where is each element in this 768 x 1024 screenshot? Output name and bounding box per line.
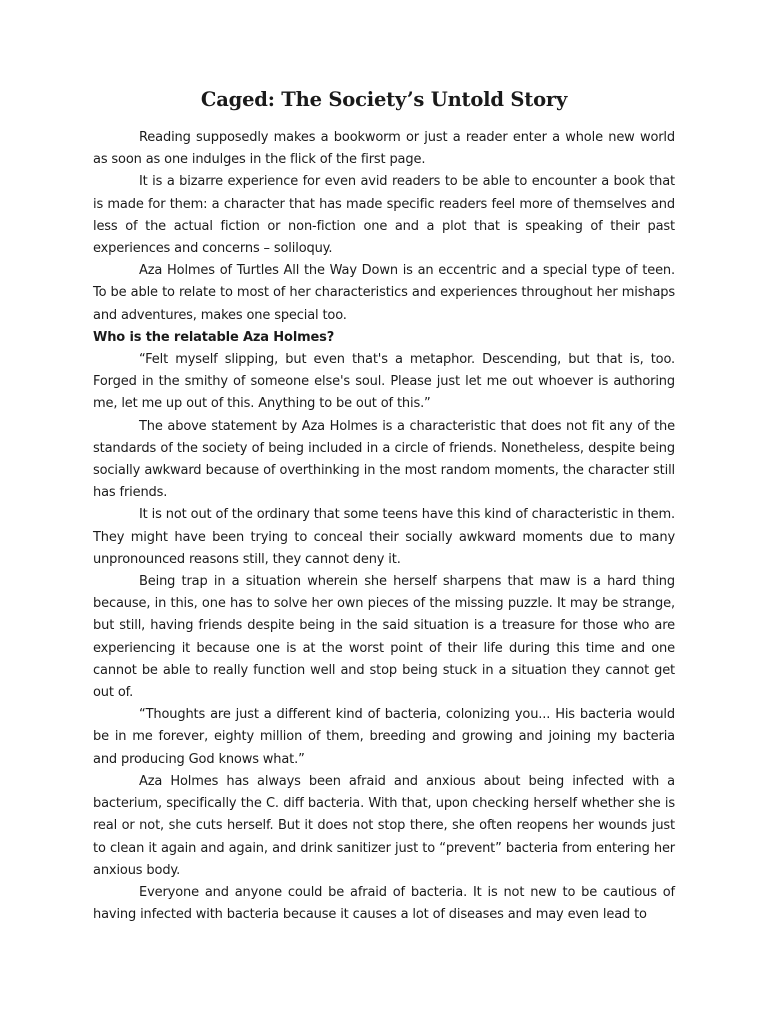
quote-paragraph: “Thoughts are just a different kind of bacteria, colonizing you... His bacteria would be in me forever, eighty million of them, breeding and growing and joining my bacteria and producing God knows what.” (93, 707, 675, 767)
paragraph: The above statement by Aza Holmes is a characteristic that does not fit any of the standards of the society of being included in a circle of friends. Nonetheless, despite being socially awkward because of overthinking in the most random moments, the character still has friends. (93, 418, 675, 501)
paragraph: Reading supposedly makes a bookworm or just a reader enter a whole new world as soon as one indulges in the flick of the first page. (93, 130, 675, 168)
section-heading: Who is the relatable Aza Holmes? (93, 329, 335, 345)
document-title: Caged: The Society’s Untold Story (200, 88, 568, 111)
paragraph: It is a bizarre experience for even avid readers to be able to encounter a book that is made for them: a character that has made specific readers feel more of themselves and less of the actual fiction or non-fiction one and a plot that is speaking of their past experiences and concerns – soliloquy. (93, 174, 675, 257)
paragraph: It is not out of the ordinary that some teens have this kind of characteristic in them. They might have been trying to conceal their socially awkward moments due to many unpronounced reasons still, they cannot deny it. (93, 507, 675, 567)
paragraph: Aza Holmes has always been afraid and anxious about being infected with a bacterium, specifically the C. diff bacteria. With that, upon checking herself whether she is real or not, she cuts herself. But it does not stop there, she often reopens her wounds just to clean it again and again, and drink sanitizer just to “prevent” bacteria from entering her anxious body. (93, 773, 675, 878)
document-page (93, 86, 675, 926)
paragraph: Everyone and anyone could be afraid of bacteria. It is not new to be cautious of having infected with bacteria because it causes a lot of diseases and may even lead to (93, 884, 675, 923)
quote-paragraph: “Felt myself slipping, but even that's a metaphor. Descending, but that is, too. Forged in the smithy of someone else's soul. Please just let me out whoever is authoring me, let me up out of this. Anything to be out of this.” (93, 352, 675, 412)
paragraph: Being trap in a situation wherein she herself sharpens that maw is a hard thing because, in this, one has to solve her own pieces of the missing puzzle. It may be strange, but still, having friends despite being in the said situation is a treasure for those who are experiencing it because one is at the worst point of their life during this time and one cannot be able to really function well and stop being stuck in a situation they cannot get out of. (93, 574, 675, 701)
paragraph: Aza Holmes of Turtles All the Way Down is an eccentric and a special type of teen. To be able to relate to most of her characteristics and experiences throughout her mishaps and adventures, makes one special too. (93, 263, 675, 323)
